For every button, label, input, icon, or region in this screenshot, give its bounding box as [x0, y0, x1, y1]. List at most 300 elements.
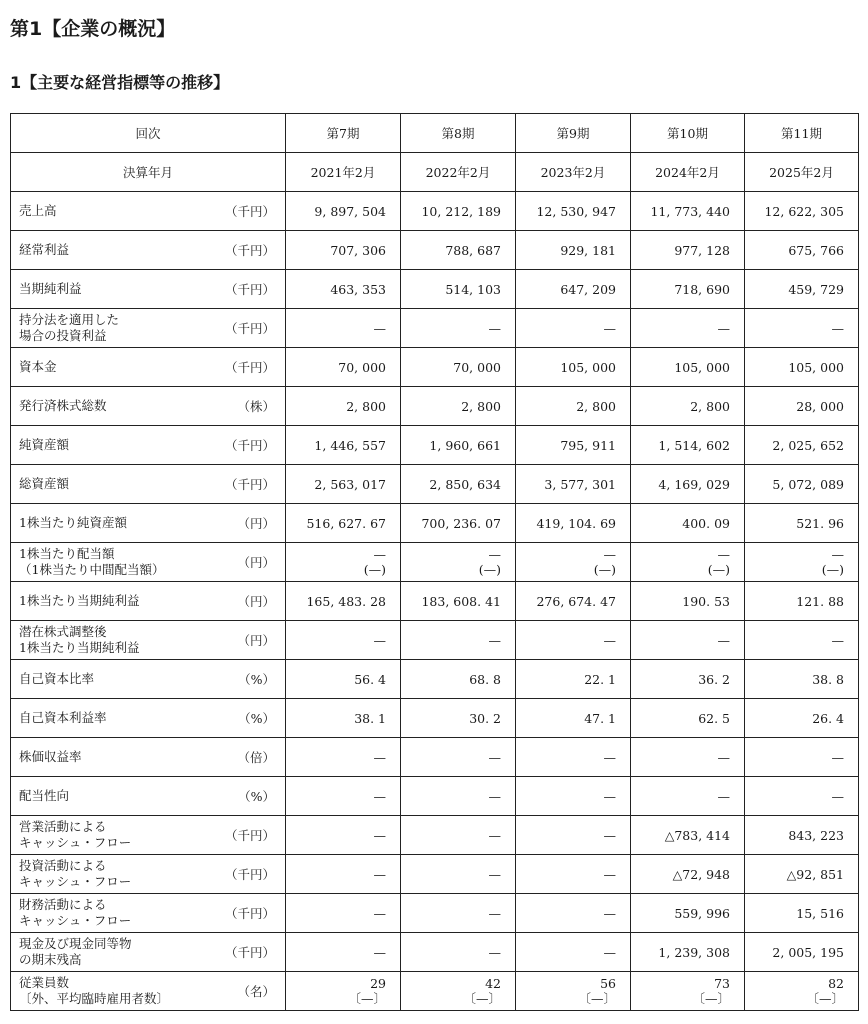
row-label: 現金及び現金同等物 の期末残高 [19, 936, 132, 967]
value: — [373, 749, 386, 765]
value-cell [401, 465, 516, 504]
value-cell [516, 582, 631, 621]
value: 36. 2 [698, 671, 730, 687]
sub-value: 〔—〕 [463, 991, 501, 1006]
value: 700, 236. 07 [421, 515, 501, 531]
value: 15, 516 [796, 905, 844, 921]
value-cell [631, 933, 745, 972]
value: — [603, 866, 616, 882]
value: 82 [828, 976, 844, 991]
row-label: 経常利益 [19, 242, 70, 258]
value: △72, 948 [672, 866, 730, 882]
row-label: 株価収益率 [19, 749, 82, 765]
value-cell [745, 231, 859, 270]
sub-value: (—) [478, 562, 501, 577]
row-label: 従業員数 〔外、平均臨時雇用者数〕 [19, 975, 170, 1006]
table-row [11, 855, 859, 894]
row-label-cell [11, 231, 286, 270]
value-cell [286, 387, 401, 426]
value-cell [631, 270, 745, 309]
value: 2, 800 [690, 398, 730, 414]
table-row [11, 621, 859, 660]
row-label: 投資活動による キャッシュ・フロー [19, 858, 132, 889]
value: 400. 09 [682, 515, 730, 531]
table-row [11, 309, 859, 348]
value-cell [286, 777, 401, 816]
value-cell [401, 387, 516, 426]
value-cell [516, 504, 631, 543]
value-cell [516, 894, 631, 933]
table-row [11, 426, 859, 465]
value-cell [745, 933, 859, 972]
value-cell [745, 465, 859, 504]
value: 38. 8 [812, 671, 844, 687]
value-cell [631, 348, 745, 387]
value: 70, 000 [338, 359, 386, 375]
value-cell [516, 270, 631, 309]
value-cell [286, 738, 401, 777]
table-row [11, 270, 859, 309]
value-cell [745, 660, 859, 699]
value: — [488, 320, 501, 336]
value: 276, 674. 47 [536, 593, 616, 609]
value: 28, 000 [796, 398, 844, 414]
row-unit: （千円） [224, 906, 275, 921]
table-row-period [11, 114, 859, 153]
value: — [488, 905, 501, 921]
value-cell [631, 582, 745, 621]
row-label-cell [11, 582, 286, 621]
value: — [717, 547, 730, 562]
row-label: 配当性向 [19, 788, 70, 804]
value: 26. 4 [812, 710, 844, 726]
value: 675, 766 [788, 242, 844, 258]
row-unit: （%） [238, 711, 275, 726]
value: — [603, 905, 616, 921]
value: 190. 53 [682, 593, 730, 609]
value-cell [401, 816, 516, 855]
value-cell [631, 777, 745, 816]
value-cell [631, 309, 745, 348]
value-cell [516, 387, 631, 426]
value: 42 [485, 976, 501, 991]
value-cell [286, 543, 401, 582]
value-cell [631, 894, 745, 933]
value: 4, 169, 029 [658, 476, 730, 492]
value-cell [286, 933, 401, 972]
date-header: 2025年2月 [745, 153, 859, 192]
table-row [11, 192, 859, 231]
value: 647, 209 [560, 281, 616, 297]
row-label-cell [11, 387, 286, 426]
table-row [11, 699, 859, 738]
value: 183, 608. 41 [421, 593, 501, 609]
row-label-cell [11, 738, 286, 777]
value: △92, 851 [786, 866, 844, 882]
table-row-date [11, 153, 859, 192]
value-cell [401, 972, 516, 1011]
row-unit: （千円） [224, 438, 275, 453]
period-header: 第7期 [286, 114, 401, 153]
value: — [717, 749, 730, 765]
value: 2, 800 [346, 398, 386, 414]
value-cell [745, 504, 859, 543]
value-cell [516, 192, 631, 231]
row-label-cell [11, 894, 286, 933]
value: 3, 577, 301 [544, 476, 616, 492]
row-label: 当期純利益 [19, 281, 82, 297]
value: 2, 025, 652 [772, 437, 844, 453]
value: — [373, 320, 386, 336]
value: — [488, 632, 501, 648]
value: 843, 223 [788, 827, 844, 843]
value-cell [516, 426, 631, 465]
value: — [373, 547, 386, 562]
value-cell [401, 699, 516, 738]
row-unit: （千円） [224, 243, 275, 258]
value: 514, 103 [445, 281, 501, 297]
table-row [11, 231, 859, 270]
value-cell [401, 543, 516, 582]
value: 1, 239, 308 [658, 944, 730, 960]
value-cell [401, 621, 516, 660]
value-cell [516, 465, 631, 504]
row-label: 潜在株式調整後 1株当たり当期純利益 [19, 624, 140, 655]
value: — [831, 749, 844, 765]
value: 1, 960, 661 [429, 437, 501, 453]
value-cell [631, 855, 745, 894]
value: 559, 996 [674, 905, 730, 921]
row-label: 1株当たり純資産額 [19, 515, 127, 531]
value-cell [745, 855, 859, 894]
row-unit: （円） [237, 555, 275, 570]
section-heading: 1【主要な経営指標等の推移】 [10, 73, 230, 92]
table-row [11, 387, 859, 426]
sub-value: 〔—〕 [348, 991, 386, 1006]
sub-value: 〔—〕 [806, 991, 844, 1006]
value: — [488, 944, 501, 960]
row-unit: （%） [238, 789, 275, 804]
value-cell [516, 738, 631, 777]
value-cell [516, 621, 631, 660]
table-body [11, 114, 859, 1011]
value-cell [516, 855, 631, 894]
value: — [488, 788, 501, 804]
value-cell [516, 543, 631, 582]
value-cell [286, 972, 401, 1011]
value: 1, 446, 557 [314, 437, 386, 453]
sub-value: (—) [363, 562, 386, 577]
value: 70, 000 [453, 359, 501, 375]
value: — [488, 749, 501, 765]
value: 47. 1 [584, 710, 616, 726]
row-label: 持分法を適用した 場合の投資利益 [19, 312, 120, 343]
value-cell [286, 192, 401, 231]
value-cell [401, 270, 516, 309]
value: 459, 729 [788, 281, 844, 297]
value-cell [516, 660, 631, 699]
value: 463, 353 [330, 281, 386, 297]
value: — [831, 788, 844, 804]
date-header: 2023年2月 [516, 153, 631, 192]
date-header: 2022年2月 [401, 153, 516, 192]
value: — [831, 632, 844, 648]
date-header: 2024年2月 [631, 153, 745, 192]
value-cell [401, 426, 516, 465]
value-cell [401, 855, 516, 894]
value-cell [516, 777, 631, 816]
row-unit: （名） [237, 984, 275, 999]
value-cell [401, 309, 516, 348]
value-cell [401, 894, 516, 933]
table-row [11, 816, 859, 855]
value-cell [401, 348, 516, 387]
row-unit: （%） [238, 672, 275, 687]
value-cell [745, 426, 859, 465]
value: 12, 622, 305 [764, 203, 844, 219]
value: 1, 514, 602 [658, 437, 730, 453]
table-row [11, 504, 859, 543]
row-unit: （千円） [224, 282, 275, 297]
value-cell [516, 816, 631, 855]
value-cell [631, 387, 745, 426]
sub-value: (—) [821, 562, 844, 577]
value-cell [631, 543, 745, 582]
value: 22. 1 [584, 671, 616, 687]
value-cell [631, 738, 745, 777]
table-row [11, 465, 859, 504]
sub-value: 〔—〕 [578, 991, 616, 1006]
value-cell [745, 387, 859, 426]
value-cell [516, 309, 631, 348]
value: 105, 000 [674, 359, 730, 375]
value: 929, 181 [560, 242, 616, 258]
table-row [11, 543, 859, 582]
value-cell [286, 231, 401, 270]
value: 56 [600, 976, 616, 991]
value-cell [745, 972, 859, 1011]
value-cell [631, 504, 745, 543]
value: — [488, 866, 501, 882]
row-label: 営業活動による キャッシュ・フロー [19, 819, 132, 850]
table-row [11, 582, 859, 621]
value-cell [516, 972, 631, 1011]
value: 10, 212, 189 [421, 203, 501, 219]
table-row [11, 894, 859, 933]
value-cell [631, 621, 745, 660]
value-cell [286, 504, 401, 543]
date-label: 決算年月 [11, 153, 286, 192]
value-cell [631, 699, 745, 738]
value: 2, 800 [576, 398, 616, 414]
value: 977, 128 [674, 242, 730, 258]
value: 2, 005, 195 [772, 944, 844, 960]
value-cell [401, 504, 516, 543]
value-cell [401, 192, 516, 231]
table-row [11, 660, 859, 699]
value-cell [745, 621, 859, 660]
value-cell [401, 582, 516, 621]
value: — [603, 547, 616, 562]
row-unit: （千円） [224, 204, 275, 219]
value: — [373, 827, 386, 843]
row-unit: （千円） [224, 828, 275, 843]
value: 516, 627. 67 [306, 515, 386, 531]
row-label-cell [11, 465, 286, 504]
value: — [603, 749, 616, 765]
value: — [373, 905, 386, 921]
value-cell [631, 816, 745, 855]
value: — [603, 944, 616, 960]
period-header: 第10期 [631, 114, 745, 153]
value-cell [516, 348, 631, 387]
value: 68. 8 [469, 671, 501, 687]
value: 105, 000 [560, 359, 616, 375]
value: — [717, 320, 730, 336]
value-cell [631, 231, 745, 270]
value: 38. 1 [354, 710, 386, 726]
value: 521. 96 [796, 515, 844, 531]
value: 11, 773, 440 [650, 203, 730, 219]
page-heading: 第1【企業の概況】 [10, 18, 176, 40]
value: 419, 104. 69 [536, 515, 616, 531]
value-cell [631, 192, 745, 231]
table-row [11, 933, 859, 972]
value: 9, 897, 504 [314, 203, 386, 219]
row-unit: （円） [237, 516, 275, 531]
row-label-cell [11, 933, 286, 972]
value-cell [631, 465, 745, 504]
value: 707, 306 [330, 242, 386, 258]
row-unit: （千円） [224, 867, 275, 882]
value: — [603, 632, 616, 648]
value-cell [745, 699, 859, 738]
value-cell [631, 972, 745, 1011]
value-cell [286, 426, 401, 465]
value: 30. 2 [469, 710, 501, 726]
sub-value: (—) [707, 562, 730, 577]
row-label: 発行済株式総数 [19, 398, 107, 414]
row-unit: （円） [237, 594, 275, 609]
table-row [11, 348, 859, 387]
value-cell [286, 621, 401, 660]
row-label-cell [11, 270, 286, 309]
value-cell [286, 309, 401, 348]
value: 62. 5 [698, 710, 730, 726]
row-label-cell [11, 816, 286, 855]
value-cell [745, 894, 859, 933]
row-label: 財務活動による キャッシュ・フロー [19, 897, 132, 928]
value-cell [286, 582, 401, 621]
row-label-cell [11, 348, 286, 387]
value-cell [401, 231, 516, 270]
value: — [603, 320, 616, 336]
value: — [831, 320, 844, 336]
value-cell [286, 660, 401, 699]
value-cell [745, 777, 859, 816]
value: 12, 530, 947 [536, 203, 616, 219]
row-label-cell [11, 777, 286, 816]
value-cell [401, 933, 516, 972]
period-header: 第8期 [401, 114, 516, 153]
value: 105, 000 [788, 359, 844, 375]
value-cell [631, 660, 745, 699]
row-label-cell [11, 855, 286, 894]
value-cell [745, 543, 859, 582]
financial-indicators-table [10, 113, 859, 1011]
value: — [717, 632, 730, 648]
value: — [488, 827, 501, 843]
value: 5, 072, 089 [772, 476, 844, 492]
row-unit: （株） [237, 399, 275, 414]
value: 718, 690 [674, 281, 730, 297]
row-label-cell [11, 621, 286, 660]
value-cell [286, 816, 401, 855]
period-header: 第9期 [516, 114, 631, 153]
period-header: 第11期 [745, 114, 859, 153]
value: 788, 687 [445, 242, 501, 258]
value: — [373, 866, 386, 882]
table-row [11, 777, 859, 816]
row-label: 1株当たり当期純利益 [19, 593, 140, 609]
value: 121. 88 [796, 593, 844, 609]
value: 2, 850, 634 [429, 476, 501, 492]
row-label-cell [11, 192, 286, 231]
row-label: 1株当たり配当額 （1株当たり中間配当額） [19, 546, 165, 577]
value-cell [286, 894, 401, 933]
value: 165, 483. 28 [306, 593, 386, 609]
value-cell [745, 270, 859, 309]
value: △783, 414 [664, 827, 730, 843]
value: — [831, 547, 844, 562]
row-label-cell [11, 543, 286, 582]
value: — [603, 827, 616, 843]
header-label: 回次 [11, 114, 286, 153]
row-label-cell [11, 309, 286, 348]
value-cell [516, 231, 631, 270]
row-unit: （千円） [224, 477, 275, 492]
value: 73 [714, 976, 730, 991]
row-unit: （千円） [224, 945, 275, 960]
table-row [11, 972, 859, 1011]
row-label: 純資産額 [19, 437, 70, 453]
value-cell [745, 816, 859, 855]
value: 795, 911 [560, 437, 616, 453]
value-cell [745, 582, 859, 621]
value-cell [401, 777, 516, 816]
value: — [373, 788, 386, 804]
value: 56. 4 [354, 671, 386, 687]
value-cell [516, 699, 631, 738]
value-cell [745, 192, 859, 231]
value: — [603, 788, 616, 804]
row-unit: （千円） [224, 321, 275, 336]
value-cell [745, 309, 859, 348]
value-cell [401, 660, 516, 699]
row-label: 売上高 [19, 203, 57, 219]
value: 2, 563, 017 [314, 476, 386, 492]
value-cell [631, 426, 745, 465]
row-unit: （倍） [237, 750, 275, 765]
row-unit: （円） [237, 633, 275, 648]
sub-value: (—) [593, 562, 616, 577]
value: — [488, 547, 501, 562]
row-label: 自己資本利益率 [19, 710, 107, 726]
sub-value: 〔—〕 [692, 991, 730, 1006]
value-cell [286, 855, 401, 894]
value-cell [286, 270, 401, 309]
table-row [11, 738, 859, 777]
